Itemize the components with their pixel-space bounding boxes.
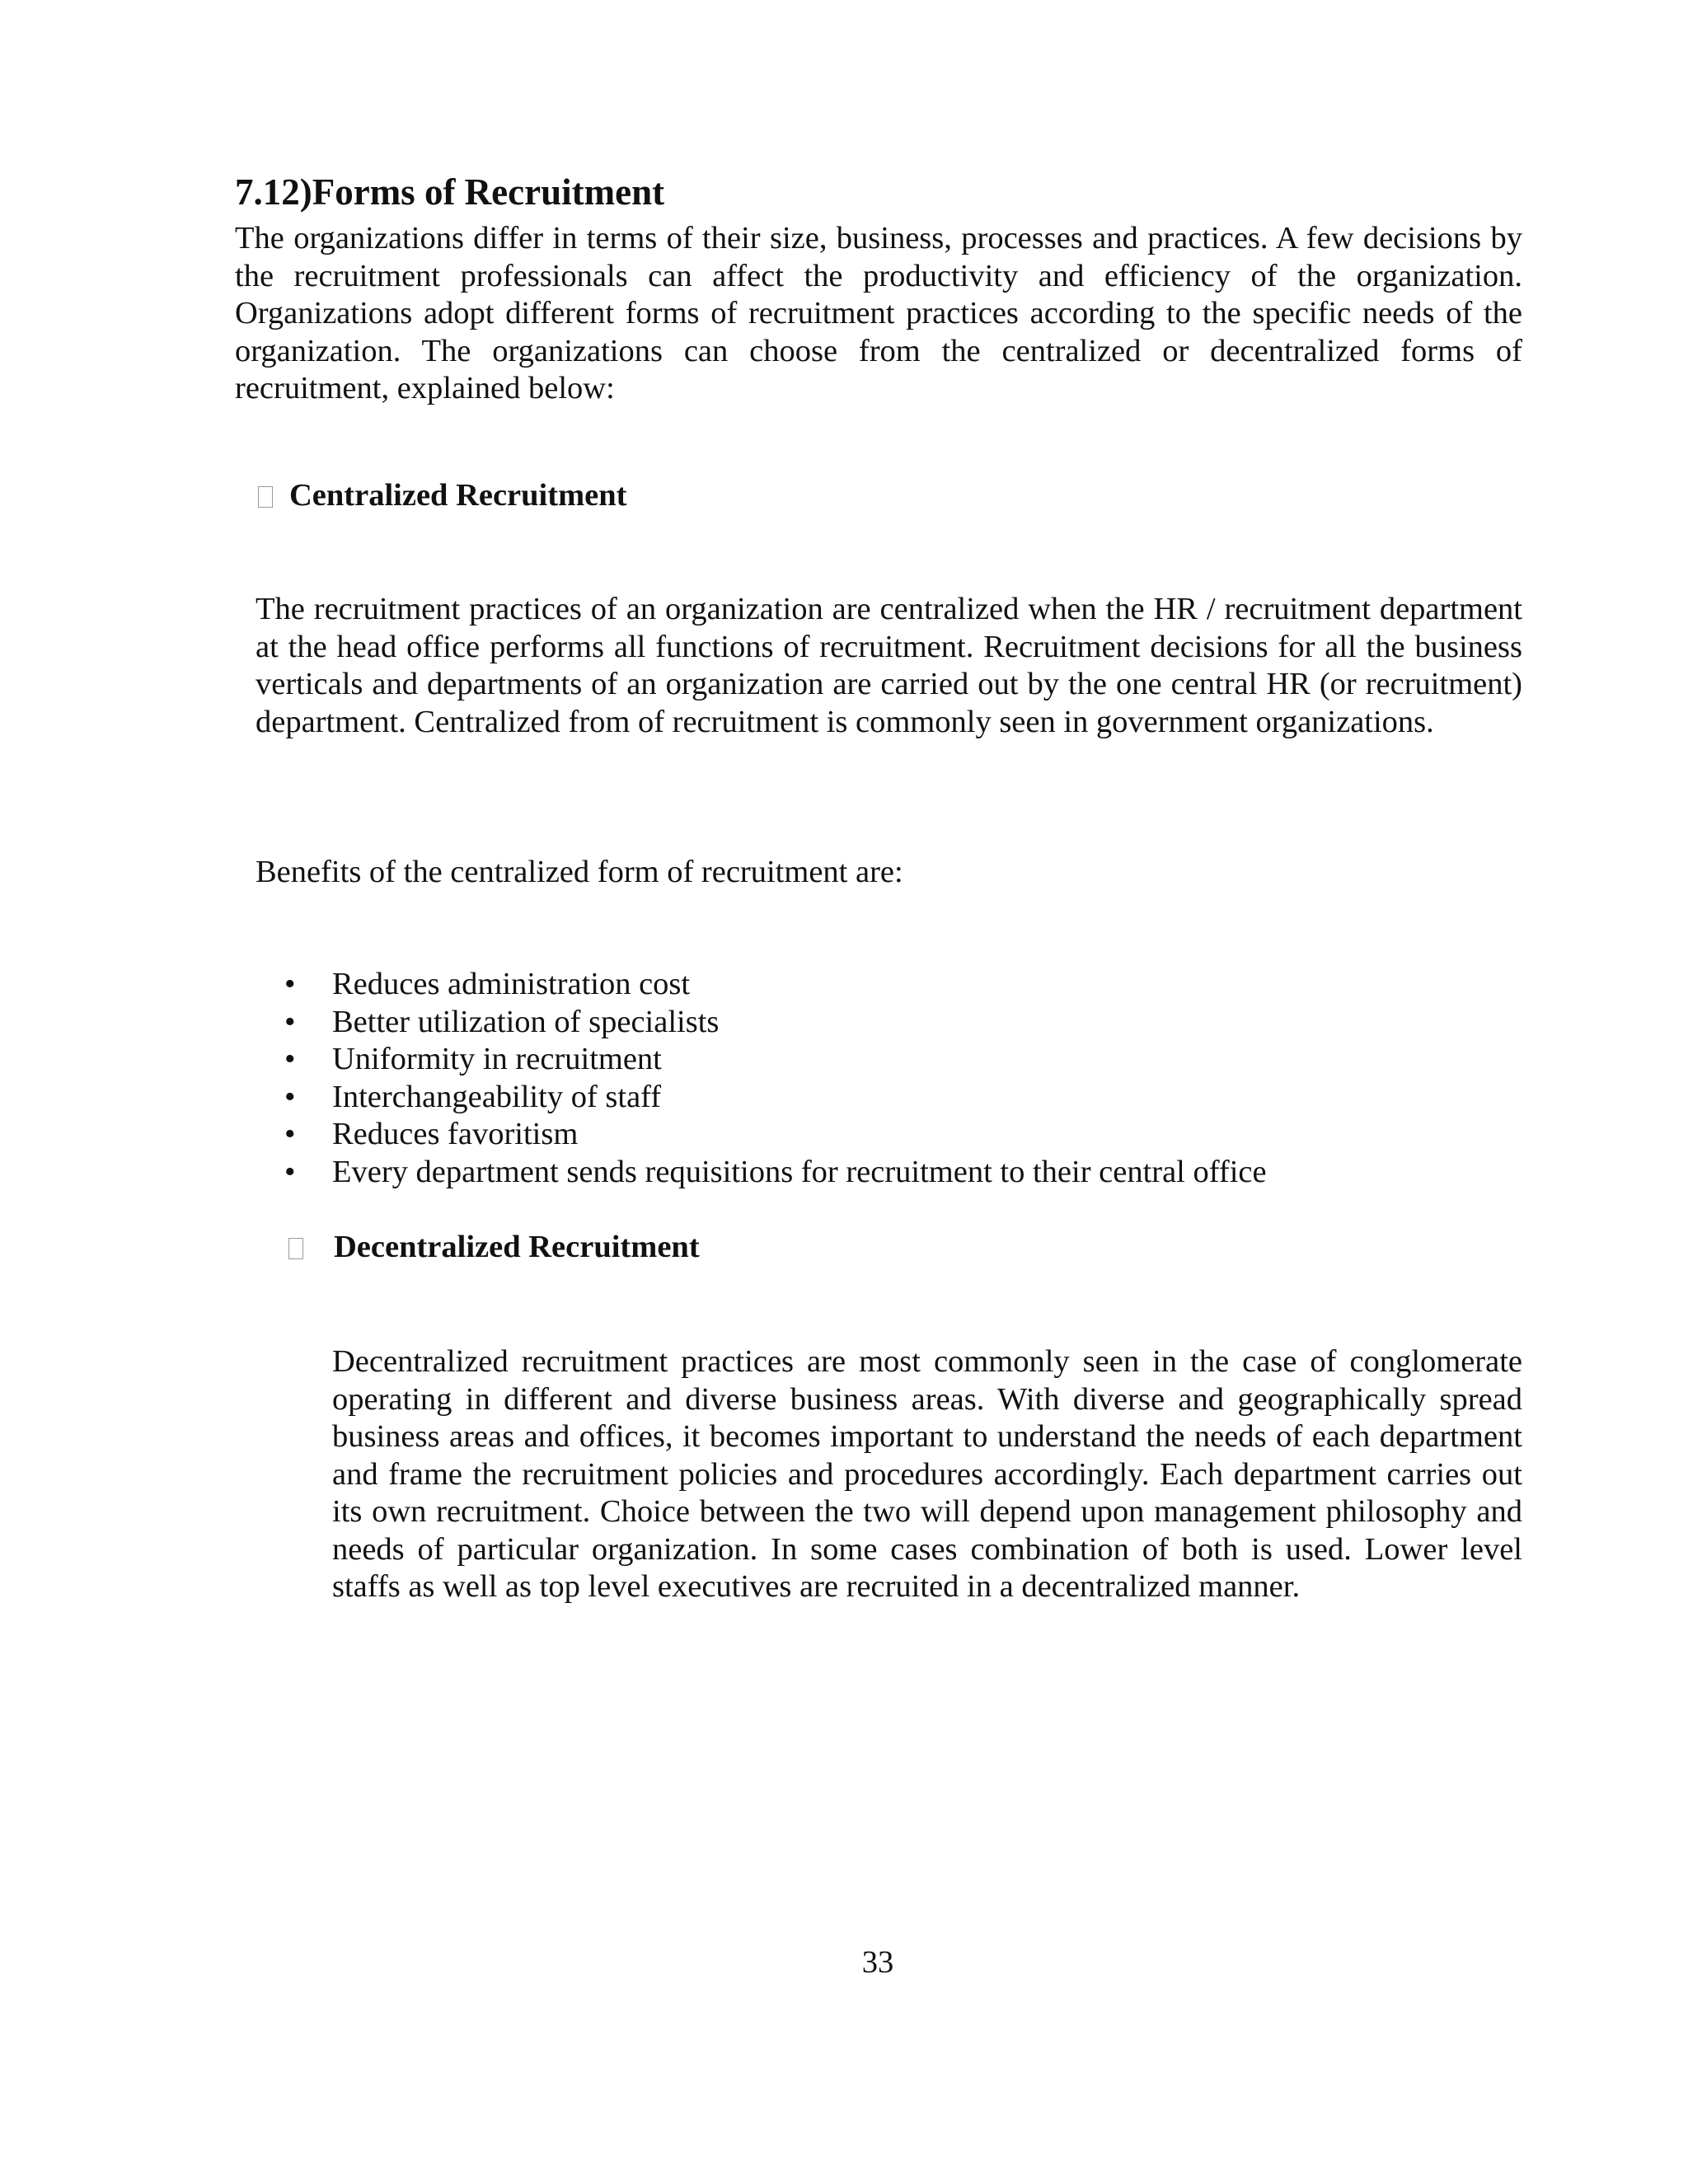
- centralized-recruitment-title: [258, 476, 626, 514]
- list-item: • Reduces administration cost: [256, 966, 1267, 1004]
- list-item: • Interchangeability of staff: [256, 1079, 1267, 1117]
- benefits-list: [256, 966, 1267, 1191]
- bullet-icon: •: [284, 1154, 296, 1189]
- list-item: • Every department sends requisitions for recruitment to their central office: [256, 1154, 1267, 1192]
- list-item: • Uniformity in recruitment: [256, 1041, 1267, 1079]
- missing-glyph-box-icon: [258, 486, 273, 508]
- page-number: 33: [861, 1945, 894, 1980]
- decentralized-paragraph: Decentralized recruitment practices are most commonly seen in the case of conglomerate operating in different and diverse business areas. With diverse and geographically spread business areas and offices, it becomes important to understand the needs of each department and frame the recruitment policies and procedures accordingly. Each department carries out its own recruitment. Choice between the two will depend upon management philosophy and needs of particular organization. In some cases combination of both is used. Lower level staffs as well as top level executives are recruited in a decentralized manner.: [332, 1344, 1522, 1604]
- bullet-icon: •: [284, 1117, 296, 1151]
- bullet-icon: •: [284, 1042, 296, 1076]
- bullet-icon: •: [284, 1079, 296, 1114]
- section-heading: 7.12)Forms of Recruitment: [235, 171, 665, 213]
- intro-paragraph: The organizations differ in terms of their size, business, processes and practices. A few decisions by the recruitment professionals can affect the productivity and efficiency of the organization. Organizations adopt different forms of recruitment practices according to the specific needs of the organization. The organizations can choose from the centralized or decentralized forms of recruitment, explained below:: [235, 221, 1522, 405]
- missing-glyph-box-icon: [288, 1238, 303, 1259]
- list-item: • Better utilization of specialists: [256, 1004, 1267, 1042]
- decentralized-title-text: Decentralized Recruitment: [334, 1230, 700, 1264]
- bullet-icon: •: [284, 967, 296, 1001]
- centralized-paragraph: The recruitment practices of an organization are centralized when the HR / recruitment department at the head office performs all functions of recruitment. Recruitment decisions for all the business verticals and departments of an organization are carried out by the one central HR (or recruitment) department. Centralized from of recruitment is commonly seen in government organizations.: [256, 592, 1522, 739]
- benefits-intro: Benefits of the centralized form of recruitment are:: [256, 855, 903, 889]
- list-item: • Reduces favoritism: [256, 1116, 1267, 1154]
- bullet-icon: •: [284, 1004, 296, 1039]
- centralized-title-text: Centralized Recruitment: [289, 478, 627, 513]
- decentralized-recruitment-title: [288, 1228, 700, 1266]
